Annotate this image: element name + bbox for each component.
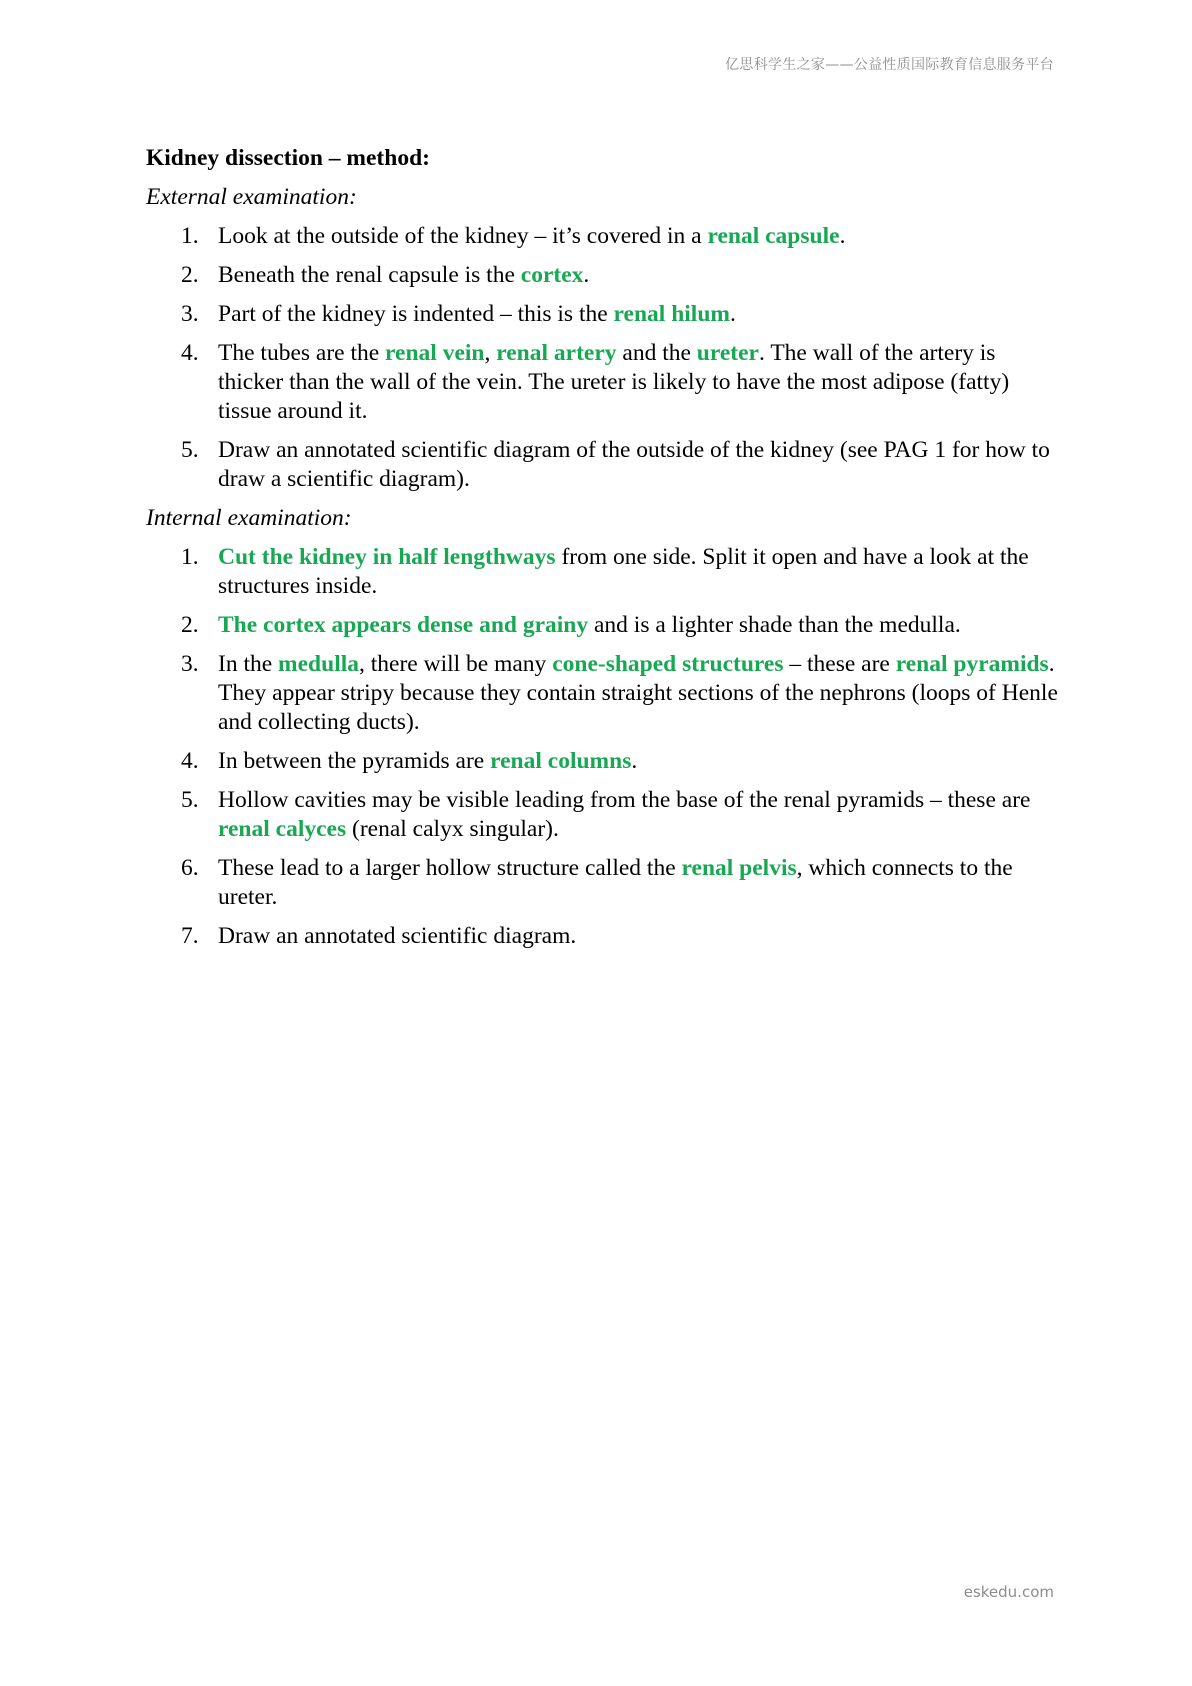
page-footer: eskedu.com	[963, 1583, 1054, 1601]
keyword-highlight: renal columns	[490, 748, 632, 774]
step-number: 4.	[181, 340, 199, 366]
list-item	[146, 436, 1066, 494]
text-run: .	[583, 262, 590, 288]
text-run: Hollow cavities may be visible leading from the base of the renal pyramids – these are	[218, 787, 1031, 813]
step-text	[218, 437, 1050, 492]
list-item	[146, 747, 1066, 776]
list-item	[146, 854, 1066, 912]
text-run: In between the pyramids are	[218, 748, 491, 774]
text-run: In the	[218, 651, 279, 677]
text-run: , which connects to the ureter.	[218, 855, 1013, 910]
steps-list	[146, 222, 1066, 494]
section-heading: Internal examination:	[146, 505, 352, 531]
keyword-highlight: cone-shaped structures	[552, 651, 784, 677]
text-run: and the	[616, 340, 697, 366]
step-text	[218, 544, 1029, 599]
text-run: – these are	[783, 651, 896, 677]
keyword-highlight: Cut the kidney in half lengthways	[218, 544, 556, 570]
step-text	[218, 748, 637, 774]
keyword-highlight: renal capsule	[707, 223, 840, 249]
keyword-highlight: The cortex appears dense and grainy	[218, 612, 589, 638]
keyword-highlight: renal pelvis	[681, 855, 797, 881]
text-run: .	[839, 223, 846, 249]
step-text	[218, 262, 589, 288]
step-number: 3.	[181, 301, 199, 327]
step-text	[218, 223, 845, 249]
list-item	[146, 261, 1066, 290]
list-item	[146, 611, 1066, 640]
step-number: 6.	[181, 855, 199, 881]
page-header: 亿思科学生之家——公益性质国际教育信息服务平台	[725, 57, 1054, 73]
text-run: Part of the kidney is indented – this is the	[218, 301, 614, 327]
step-text	[218, 787, 1030, 842]
text-run: These lead to a larger hollow structure called the	[218, 855, 682, 881]
step-number: 2.	[181, 262, 199, 288]
step-text	[218, 340, 1009, 424]
keyword-highlight: renal artery	[496, 340, 617, 366]
list-item	[146, 543, 1066, 601]
step-number: 5.	[181, 437, 199, 463]
step-number: 5.	[181, 787, 199, 813]
keyword-highlight: cortex	[520, 262, 584, 288]
list-item	[146, 922, 1066, 951]
text-run: and is a lighter shade than the medulla.	[588, 612, 961, 638]
step-text	[218, 612, 961, 638]
steps-list	[146, 543, 1066, 951]
text-run: (renal calyx singular).	[346, 816, 559, 842]
keyword-highlight: renal pyramids	[895, 651, 1049, 677]
text-run: .	[631, 748, 638, 774]
keyword-highlight: renal vein	[385, 340, 485, 366]
step-number: 4.	[181, 748, 199, 774]
step-text	[218, 855, 1013, 910]
page-title: Kidney dissection – method:	[146, 145, 430, 171]
step-number: 1.	[181, 223, 199, 249]
text-run: Draw an annotated scientific diagram of the outside of the kidney (see PAG 1 for how to draw a scientific diagram).	[218, 437, 1050, 492]
text-run: , there will be many	[359, 651, 553, 677]
list-item	[146, 339, 1066, 426]
list-item	[146, 786, 1066, 844]
keyword-highlight: medulla	[278, 651, 360, 677]
keyword-highlight: renal calyces	[218, 816, 347, 842]
text-run: . The wall of the artery is thicker than the wall of the vein. The ureter is likely to have the most adipose (fatty) tissue around it.	[218, 340, 1010, 424]
step-text	[218, 651, 1058, 735]
keyword-highlight: renal hilum	[613, 301, 730, 327]
text-run: Look at the outside of the kidney – it’s covered in a	[218, 223, 708, 249]
list-item	[146, 300, 1066, 329]
text-run: . They appear stripy because they contain straight sections of the nephrons (loops of Henle and collecting ducts).	[218, 651, 1058, 735]
section-heading: External examination:	[146, 184, 357, 210]
step-number: 2.	[181, 612, 199, 638]
step-number: 7.	[181, 923, 199, 949]
text-run: ,	[484, 340, 497, 366]
keyword-highlight: ureter	[696, 340, 759, 366]
step-number: 3.	[181, 651, 199, 677]
text-run: from one side. Split it open and have a look at the structures inside.	[218, 544, 1029, 599]
text-run: Beneath the renal capsule is the	[218, 262, 521, 288]
text-run: Draw an annotated scientific diagram.	[218, 923, 577, 949]
document-body	[146, 144, 1066, 961]
text-run: The tubes are the	[218, 340, 386, 366]
list-item	[146, 650, 1066, 737]
step-text	[218, 301, 736, 327]
sections-container	[146, 183, 1066, 951]
list-item	[146, 222, 1066, 251]
step-text	[218, 923, 576, 949]
step-number: 1.	[181, 544, 199, 570]
text-run: .	[729, 301, 736, 327]
